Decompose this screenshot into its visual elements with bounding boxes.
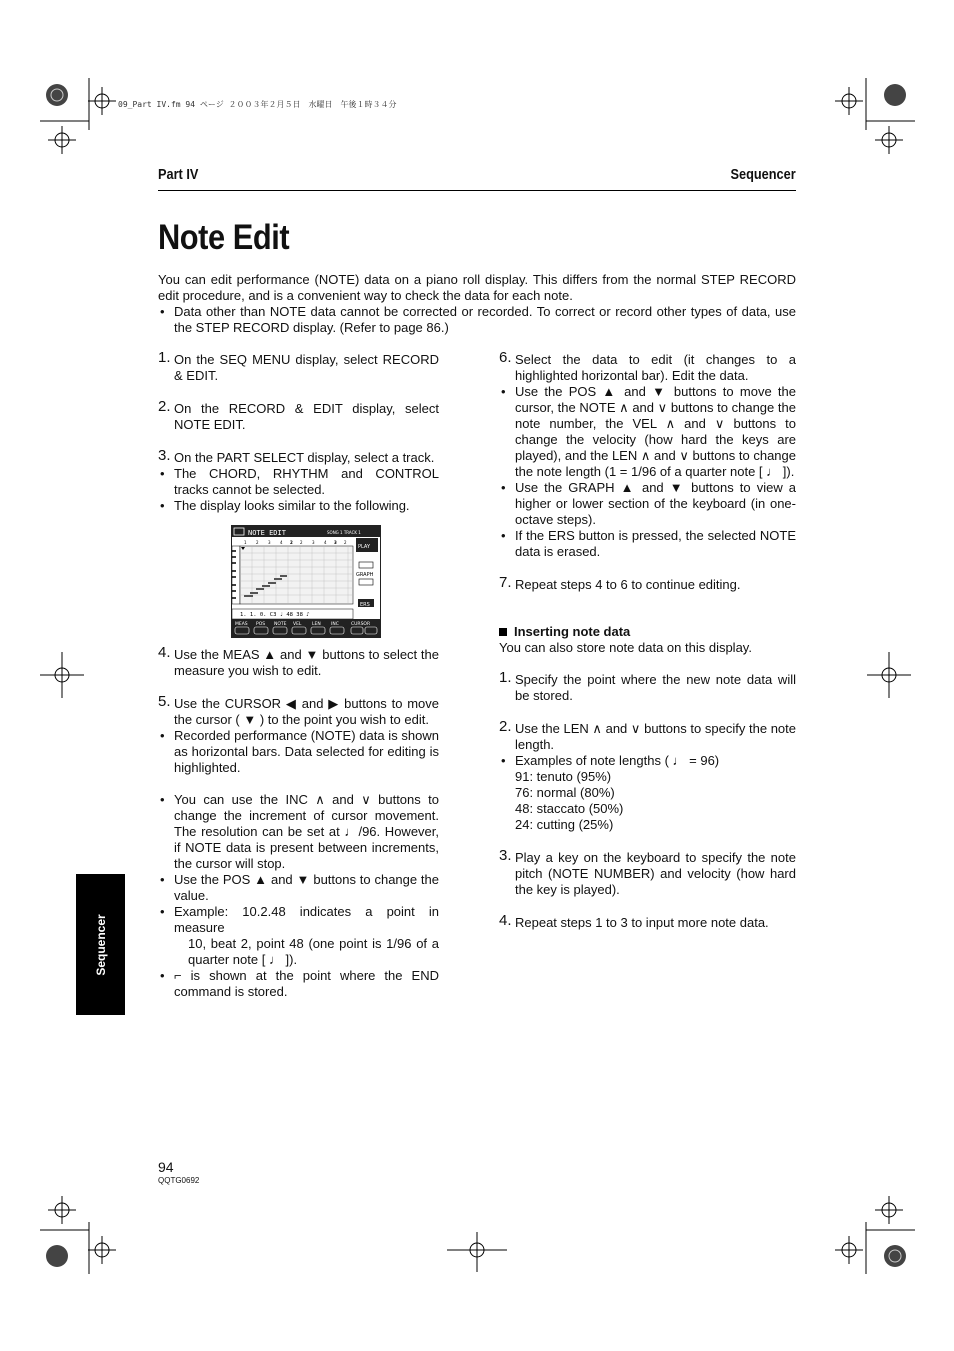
bullet: • Use the POS ▲ and ▼ buttons to change the value.	[158, 872, 439, 904]
document-code: QQTG0692	[158, 1176, 200, 1185]
file-info-line: 09_Part IV.fm 94 ページ ２００３年２月５日 水曜日 午後１時３４分	[118, 100, 397, 109]
step-number: 1.	[158, 349, 171, 366]
step-number: 4.	[499, 912, 512, 929]
step-number: 3.	[158, 447, 171, 464]
intro-bullet: • Data other than NOTE data cannot be corrected or recorded. To correct or record other types of data, use the STEP RECORD display. (Refer to page 86.)	[158, 304, 796, 336]
step-number: 3.	[499, 847, 512, 864]
bullet: • Recorded performance (NOTE) data is shown as horizontal bars. Data selected for editing is highlighted.	[158, 728, 439, 776]
note-edit-display	[231, 525, 381, 638]
left-column-b	[158, 644, 439, 1000]
insert-step-2	[499, 718, 796, 753]
step-5	[158, 693, 439, 728]
display-button-len: LEN	[312, 622, 321, 627]
note-length-item: 24: cutting (25%)	[515, 817, 614, 832]
display-song-track: SONG 1 TRACK 1	[327, 530, 361, 535]
insert-step-3	[499, 847, 796, 898]
svg-text:3: 3	[334, 540, 337, 545]
step-2	[158, 398, 439, 433]
display-play: PLAY	[358, 544, 371, 550]
display-ers: ERS	[360, 602, 370, 608]
header-rule	[158, 190, 796, 191]
page-title: Note Edit	[158, 218, 290, 257]
step-text: Use the CURSOR ◀ and ▶ buttons to move the cursor ( ▼ ) to the point you wish to edit.	[174, 696, 439, 727]
bullet: • Use the POS ▲ and ▼ buttons to move the cursor, the NOTE ∧ and ∨ buttons to change the note number, the VEL ∧ and ∨ buttons to change the velocity (how hard the keys are played), and the LEN ∧ and ∨ buttons to change the note length (1 = 1/96 of a quarter note [ ♩ ]).	[499, 384, 796, 480]
section-side-tab	[76, 874, 125, 1015]
display-button-note: NOTE	[274, 622, 287, 627]
step-text: Specify the point where the new note data will be stored.	[515, 672, 796, 703]
bullet: • You can use the INC ∧ and ∨ buttons to change the increment of cursor movement. The resolution can be set at ♩/96. However, if NOTE data is present between increments, the cursor will stop.	[158, 792, 439, 872]
svg-text:3: 3	[312, 540, 315, 545]
bullet: • ⌐ is shown at the point where the END command is stored.	[158, 968, 439, 1000]
display-graph: GRAPH	[356, 572, 374, 578]
display-title: NOTE EDIT	[248, 529, 286, 537]
bullet-line: • Example: 10.2.48 indicates a point in measure	[174, 904, 439, 935]
step-text: Use the MEAS ▲ and ▼ buttons to select the measure you wish to edit.	[174, 647, 439, 678]
bullet: • If the ERS button is pressed, the selected NOTE data is erased.	[499, 528, 796, 560]
svg-text:2: 2	[290, 540, 293, 545]
note-length-item: 48: staccato (50%)	[515, 801, 624, 816]
step-text: Repeat steps 4 to 6 to continue editing.	[515, 577, 741, 592]
display-button-cursor: CURSOR	[351, 622, 371, 627]
display-button-inc: INC	[331, 622, 339, 627]
svg-text:2: 2	[300, 540, 303, 545]
svg-text:1: 1	[244, 540, 247, 545]
display-graphic	[232, 526, 380, 637]
inserting-note-text: You can also store note data on this display.	[499, 640, 752, 655]
display-button-meas: MEAS	[235, 622, 248, 627]
bullet: • Use the GRAPH ▲ and ▼ buttons to view a higher or lower section of the keyboard (in one-octave steps).	[499, 480, 796, 528]
bullet-line: 10, beat 2, point 48 (one point is 1/96 of a quarter note [ ♩ ]).	[188, 936, 439, 967]
step-6	[499, 349, 796, 384]
right-column	[499, 349, 796, 931]
step-text: On the SEQ MENU display, select RECORD & EDIT.	[174, 352, 439, 383]
step-number: 6.	[499, 349, 512, 366]
note-length-item: 91: tenuto (95%)	[515, 769, 612, 784]
svg-text:4: 4	[280, 540, 283, 545]
step-number: 7.	[499, 574, 512, 591]
side-tab-label: Sequencer	[93, 913, 108, 976]
left-column-a	[158, 349, 439, 514]
step-text: On the PART SELECT display, select a track.	[174, 450, 435, 465]
intro-text: You can edit performance (NOTE) data on a piano roll display. This differs from the normal STEP RECORD edit procedure, and is a convenient way to check the data for each note.	[158, 272, 796, 303]
bullet: • The display looks similar to the following.	[158, 498, 439, 514]
step-number: 5.	[158, 693, 171, 710]
step-text: Select the data to edit (it changes to a highlighted horizontal bar). Edit the data.	[515, 352, 796, 383]
inserting-note-heading: Inserting note data	[499, 624, 796, 640]
display-status: 1. 1. 0. C3 ♩ 48 38 ♪	[240, 612, 310, 618]
display-button-vel: VEL	[293, 622, 302, 627]
svg-text:4: 4	[324, 540, 327, 545]
part-label: Part IV	[158, 166, 199, 183]
step-number: 1.	[499, 669, 512, 686]
note-length-item: 76: normal (80%)	[515, 785, 615, 800]
step-4	[158, 644, 439, 679]
step-7	[499, 574, 796, 593]
step-text: Use the LEN ∧ and ∨ buttons to specify the note length.	[515, 721, 796, 752]
svg-text:2: 2	[344, 540, 347, 545]
insert-step-4	[499, 912, 796, 931]
section-label: Sequencer	[730, 166, 796, 183]
insert-step-1	[499, 669, 796, 704]
bullet-line: • Examples of note lengths ( ♩ = 96)	[515, 753, 720, 768]
display-button-pos: POS	[256, 622, 266, 627]
step-1	[158, 349, 439, 384]
step-number: 2.	[158, 398, 171, 415]
svg-text:2: 2	[256, 540, 259, 545]
svg-text:3: 3	[268, 540, 271, 545]
page-number: 94	[158, 1159, 174, 1175]
step-text: On the RECORD & EDIT display, select NOTE EDIT.	[174, 401, 439, 432]
bullet	[158, 904, 439, 968]
step-number: 2.	[499, 718, 512, 735]
bullet: • The CHORD, RHYTHM and CONTROL tracks cannot be selected.	[158, 466, 439, 498]
step-text: Play a key on the keyboard to specify the note pitch (NOTE NUMBER) and velocity (how hard the key is played).	[515, 850, 796, 897]
step-number: 4.	[158, 644, 171, 661]
bullet	[499, 753, 796, 833]
step-3	[158, 447, 439, 466]
intro-section	[158, 272, 796, 336]
step-text: Repeat steps 1 to 3 to input more note data.	[515, 915, 769, 930]
